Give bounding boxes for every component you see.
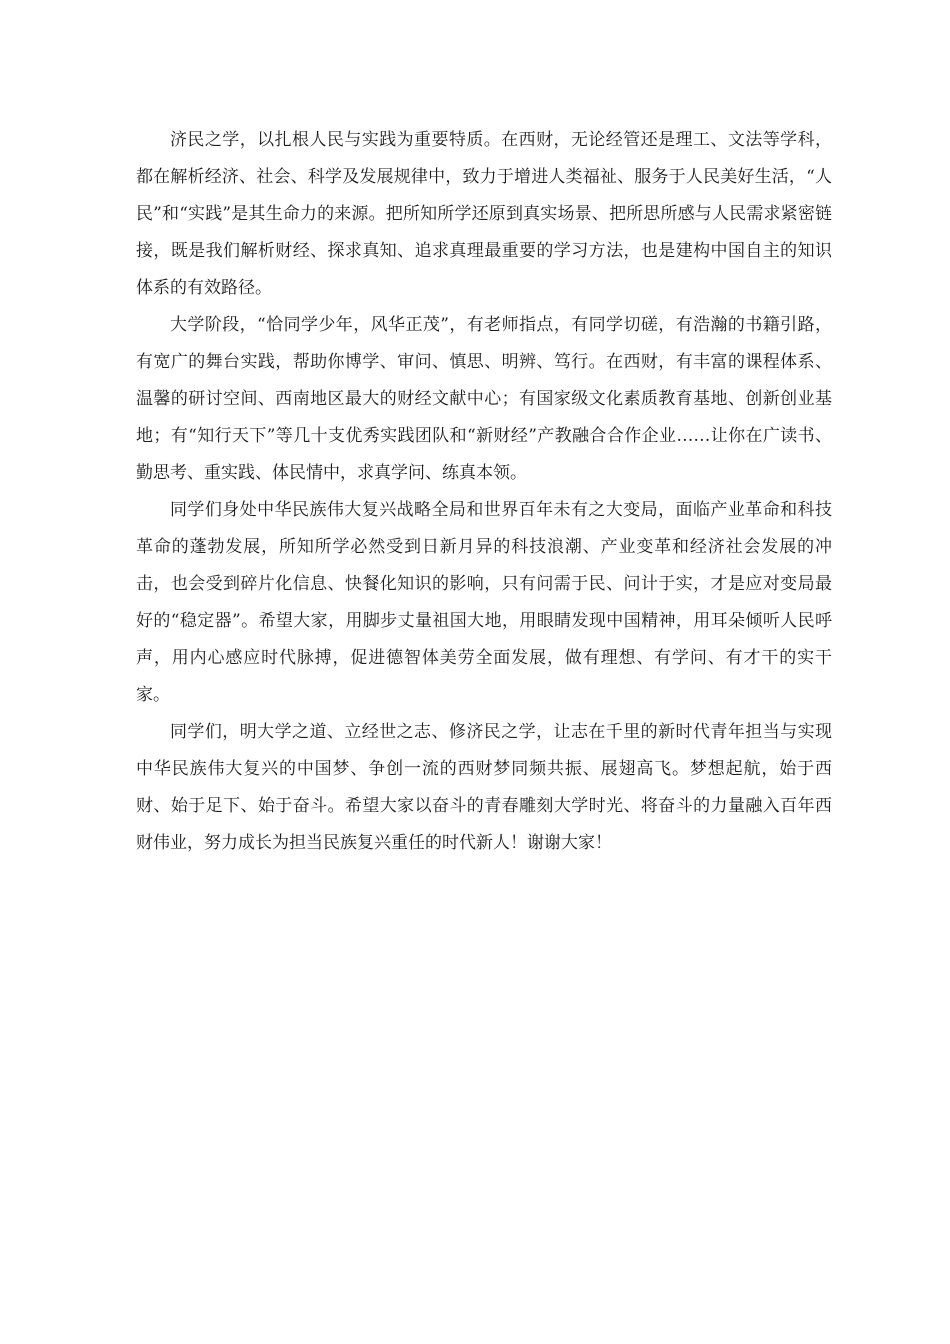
paragraph-2: 大学阶段，“恰同学少年，风华正茂”，有老师指点，有同学切磋，有浩瀚的书籍引路，有宽广的舞台实践，帮助你博学、审问、慎思、明辨、笃行。在西财，有丰富的课程体系、温馨的研讨空间、西南地区最大的财经文献中心；有国家级文化素质教育基地、创新创业基地；有“知行天下”等几十支优秀实践团队和“新财经”产教融合合作企业……让你在广读书、勤思考、重实践、体民情中，求真学问、练真本领。 [136,315,832,483]
paragraph-3: 同学们身处中华民族伟大复兴战略全局和世界百年未有之大变局，面临产业革命和科技革命的蓬勃发展，所知所学必然受到日新月异的科技浪潮、产业变革和经济社会发展的冲击，也会受到碎片化信息、快餐化知识的影响，只有问需于民、问计于实，才是应对变局最好的“稳定器”。希望大家，用脚步丈量祖国大地，用眼睛发现中国精神，用耳朵倾听人民呼声，用内心感应时代脉搏，促进德智体美劳全面发展，做有理想、有学问、有才干的实干家。 [136,500,832,705]
paragraph-1: 济民之学，以扎根人民与实践为重要特质。在西财，无论经管还是理工、文法等学科，都在解析经济、社会、科学及发展规律中，致力于增进人类福祉、服务于人民美好生活，“人民”和“实践”是其生命力的来源。把所知所学还原到真实场景、把所思所感与人民需求紧密链接，既是我们解析财经、探求真知、追求真理最重要的学习方法，也是建构中国自主的知识体系的有效路径。 [136,130,832,298]
document-body-text [136,122,832,862]
paragraph-4: 同学们，明大学之道、立经世之志、修济民之学，让志在千里的新时代青年担当与实现中华民族伟大复兴的中国梦、争创一流的西财梦同频共振、展翅高飞。梦想起航，始于西财、始于足下、始于奋斗。希望大家以奋斗的青春雕刻大学时光、将奋斗的力量融入百年西财伟业，努力成长为担当民族复兴重任的时代新人！谢谢大家！ [136,722,832,853]
